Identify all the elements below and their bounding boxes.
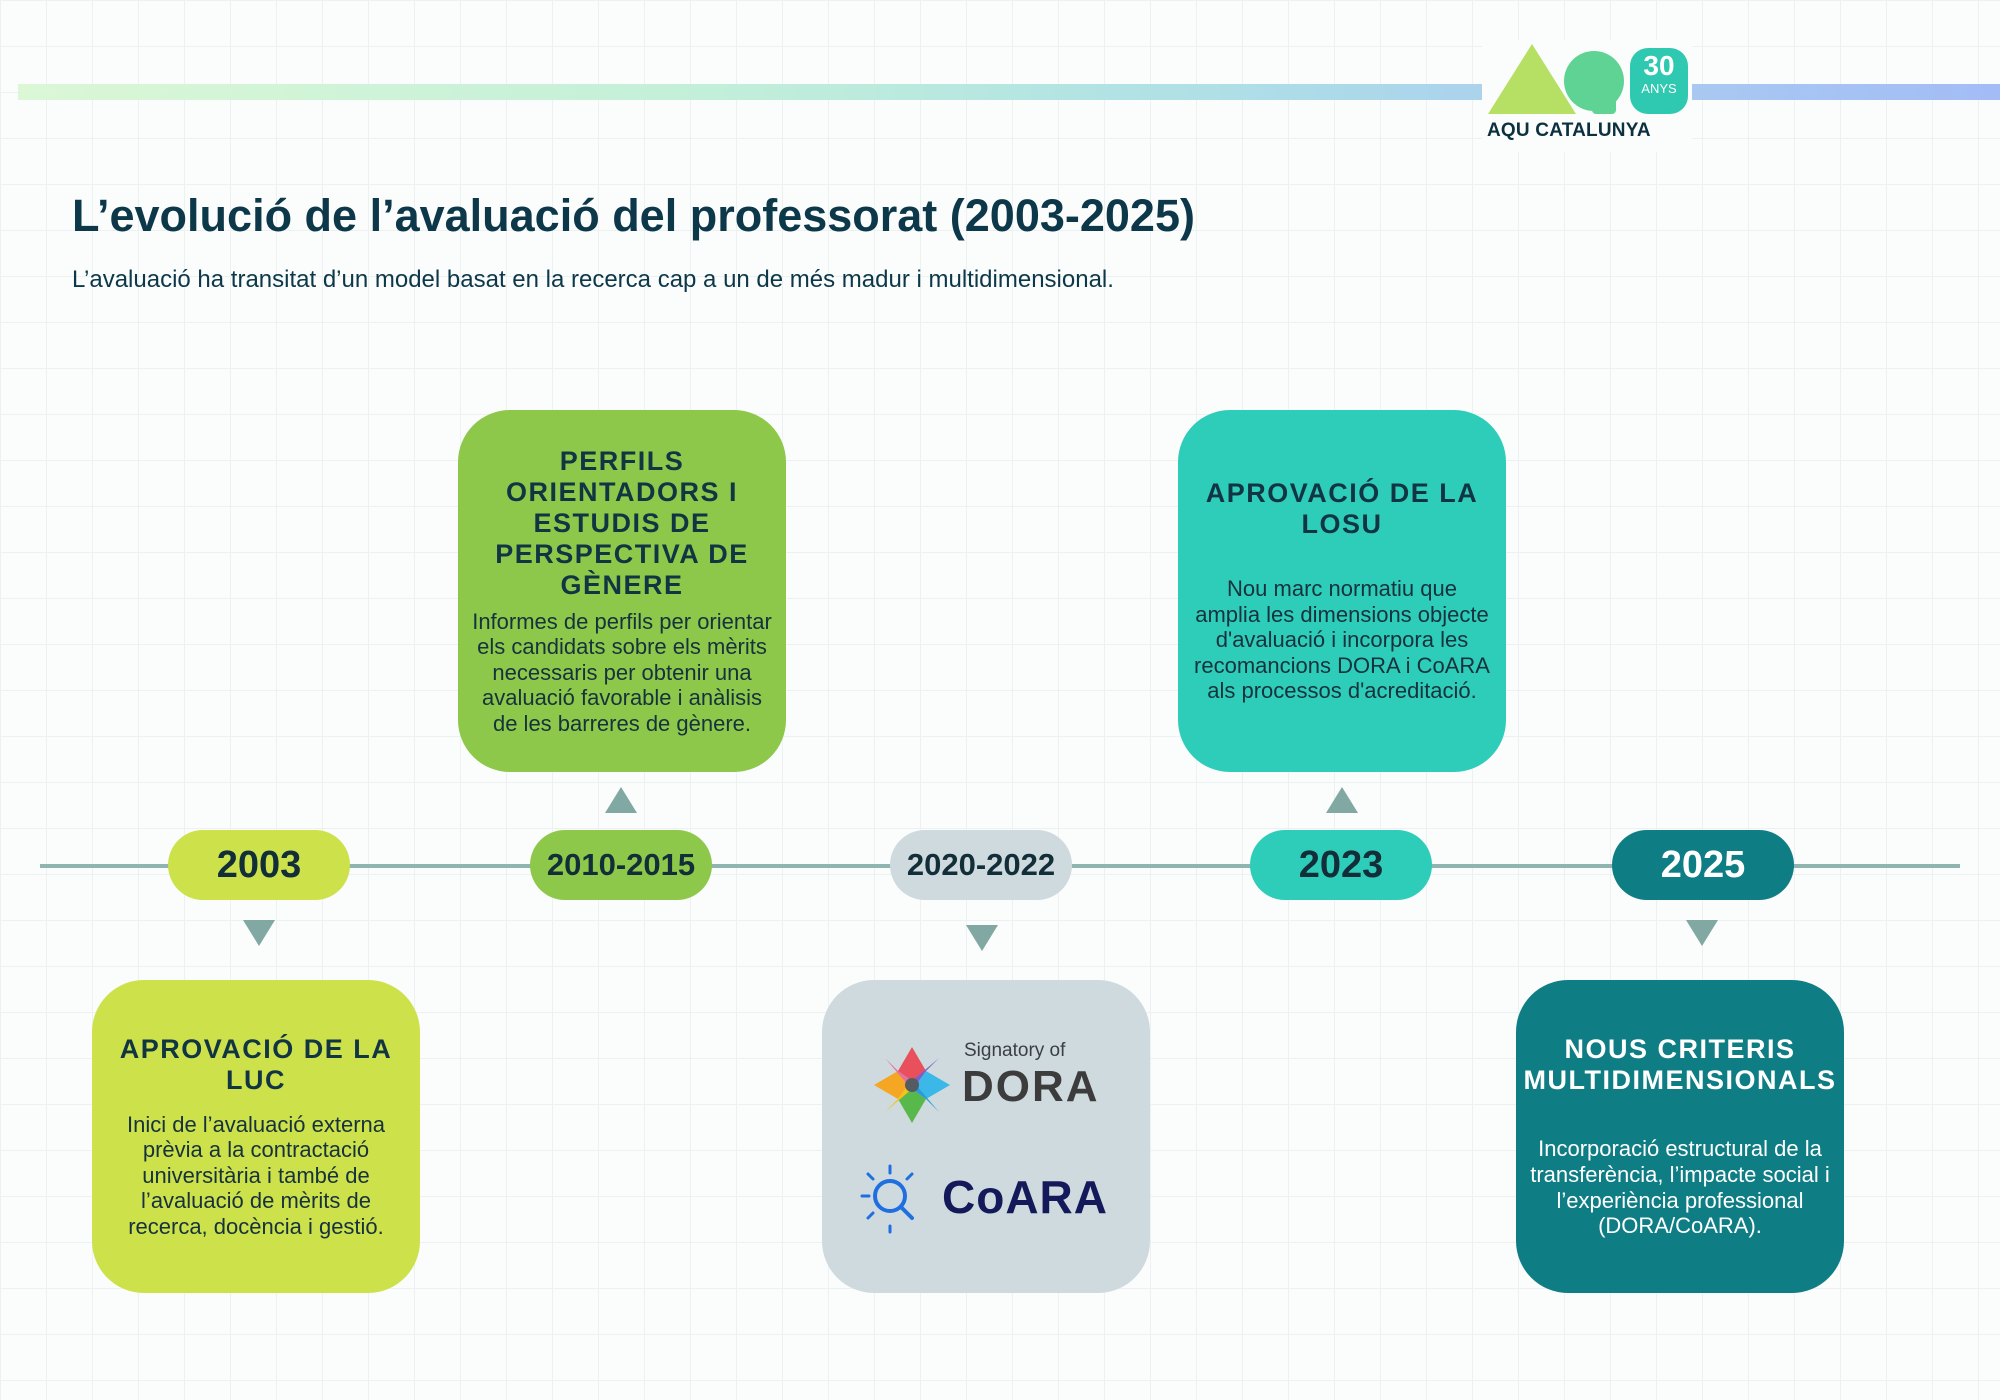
card-2003 <box>92 980 420 1293</box>
card-text: Informes de perfils per orientar els candidats sobre els mèrits necessaris per obtenir una avaluació favorable i anàlisis de les barreres de gènere. <box>472 608 772 736</box>
card-heading: PERFILS ORIENTADORS I ESTUDIS DE PERSPECTIVA DE GÈNERE <box>495 445 749 600</box>
card-2023 <box>1178 410 1506 772</box>
card-heading: APROVACIÓ DE LA LUC <box>119 1033 393 1095</box>
arrow-up-icon <box>1326 787 1358 813</box>
year-pill-2003: 2003 <box>168 830 350 900</box>
dora-star-icon <box>872 1045 952 1125</box>
card-heading: NOUS CRITERIS MULTIDIMENSIONALS <box>1523 1034 1837 1096</box>
arrow-down-icon <box>243 920 275 946</box>
logo-badge-number: 30 <box>1643 50 1675 81</box>
logo-badge-word: ANYS <box>1641 81 1677 96</box>
page-subtitle: L’avaluació ha transitat d’un model basat en la recerca cap a un de més madur i multidimensional. <box>72 266 1114 293</box>
logo-text: AQU CATALUNYA <box>1487 120 1651 141</box>
card-text: Inici de l’avaluació externa prèvia a la contractació universitària i també de l’avaluació de mèrits de recerca, docència i gestió. <box>126 1111 386 1239</box>
dora-logo-text: DORA <box>962 1062 1100 1111</box>
year-pill-2020-2022: 2020-2022 <box>890 830 1072 900</box>
card-2025 <box>1516 980 1844 1293</box>
arrow-down-icon <box>1686 920 1718 946</box>
page-title: L’evolució de l’avaluació del professorat (2003-2025) <box>72 190 1195 241</box>
year-pill-2010-2015: 2010-2015 <box>530 830 712 900</box>
card-2020-2022 <box>822 980 1150 1293</box>
year-pill-2023: 2023 <box>1250 830 1432 900</box>
arrow-up-icon <box>605 787 637 813</box>
coara-magnifier-icon <box>852 1160 932 1240</box>
card-heading: APROVACIÓ DE LA LOSU <box>1205 478 1479 540</box>
card-2010-2015 <box>458 410 786 772</box>
header-gradient-bar <box>18 81 2000 100</box>
card-text: Nou marc normatiu que amplia les dimensions objecte d'avaluació i incorpora les recomancions DORA i CoARA als processos d'acreditació. <box>1194 576 1490 704</box>
year-pill-2025: 2025 <box>1612 830 1794 900</box>
card-text: Incorporació estructural de la transferència, l’impacte social i l’experiència professional (DORA/CoARA). <box>1530 1136 1830 1239</box>
coara-logo-text: CoARA <box>942 1171 1108 1223</box>
arrow-down-icon <box>966 925 998 951</box>
dora-signatory-text: Signatory of <box>964 1040 1066 1061</box>
logos-block <box>822 980 1150 1293</box>
